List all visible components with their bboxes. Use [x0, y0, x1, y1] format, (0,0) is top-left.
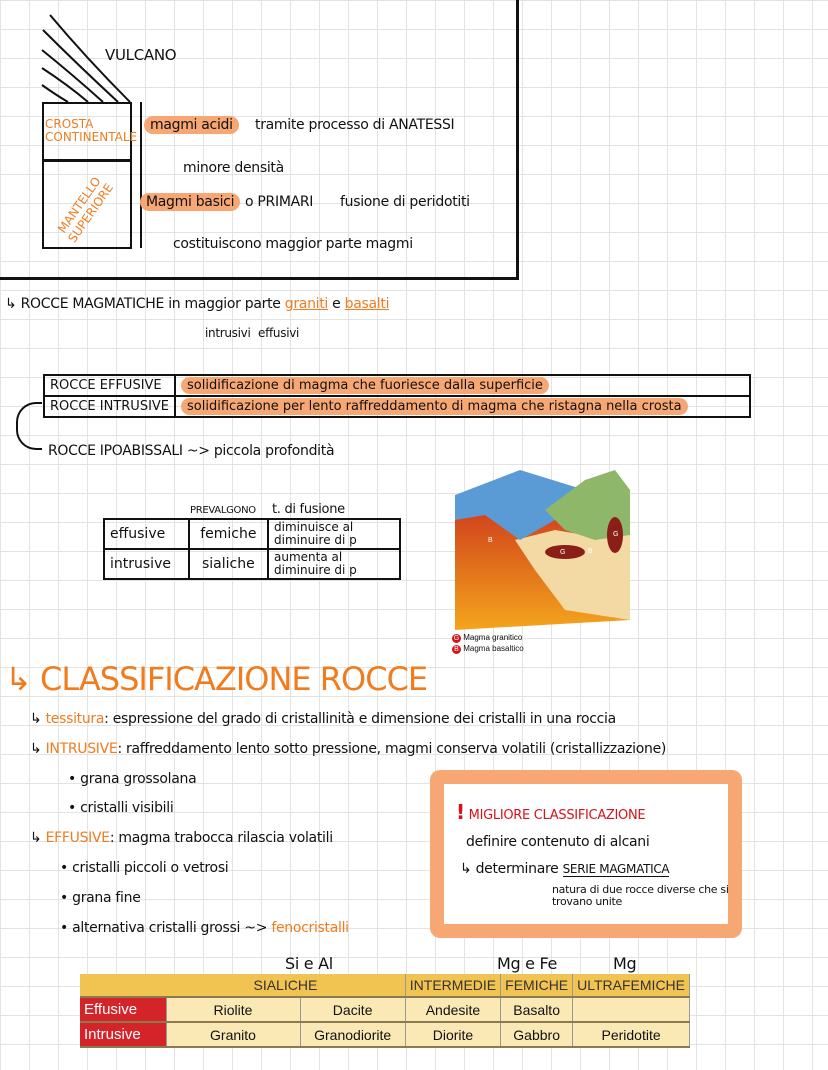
- row-label: Effusive: [80, 997, 166, 1022]
- def-cell: [175, 396, 750, 417]
- acid-note: tramite processo di ANATESSI: [255, 117, 455, 133]
- texture-line: ↳ tessitura: espressione del grado di cristallinità e dimensione dei cristalli in una roccia: [30, 711, 616, 727]
- cell: Peridotite: [573, 1022, 690, 1047]
- cell: femiche: [189, 519, 268, 549]
- table-row: [80, 1022, 690, 1047]
- header-row: [80, 974, 690, 997]
- header-cell: INTERMEDIE: [405, 974, 500, 997]
- cell: [573, 997, 690, 1022]
- keyword: INTRUSIVE: [45, 741, 118, 757]
- section-title: ↳ CLASSIFICAZIONE ROCCE: [5, 660, 428, 698]
- bullet-text: alternativa cristalli grossi ~>: [72, 920, 268, 936]
- def-cell: [175, 375, 750, 396]
- bullet: • cristalli visibili: [68, 800, 174, 816]
- magmatic-line: ↳ ROCCE MAGMATICHE in maggior parte graniti e basalti: [5, 296, 390, 312]
- row-label: Intrusive: [80, 1022, 166, 1047]
- table-row: [44, 375, 750, 396]
- def-label: ROCCE EFFUSIVE: [44, 375, 175, 396]
- callout-title-text: MIGLIORE CLASSIFICAZIONE: [468, 808, 646, 823]
- definition: : espressione del grado di cristallinità e dimensione dei cristalli in una roccia: [104, 711, 616, 727]
- basic-note: fusione di peridotiti: [340, 194, 470, 210]
- cell: Basalto: [501, 997, 573, 1022]
- corner: [80, 974, 166, 997]
- col-header: PREVALGONO: [190, 505, 256, 516]
- legend: [452, 632, 524, 654]
- callout-text: determinare: [475, 861, 559, 877]
- legend-item: [452, 643, 524, 654]
- cell: Granodiorite: [300, 1022, 405, 1047]
- basic-magma-label: Magmi basici: [140, 193, 240, 211]
- def-text: solidificazione per lento raffreddamento di magma che ristagna nella crosta: [181, 398, 688, 415]
- bullet-text: grana grossolana: [80, 771, 197, 787]
- cell: intrusive: [104, 549, 189, 579]
- element-label: Mg e Fe: [497, 954, 558, 973]
- def-label: ROCCE INTRUSIVE: [44, 396, 175, 417]
- table-row: [44, 396, 750, 417]
- keyword: EFFUSIVE: [45, 830, 110, 846]
- cell: diminuisce al diminuire di p: [268, 519, 400, 549]
- callout-box: [430, 770, 742, 938]
- legend-item: [452, 632, 524, 643]
- cell: aumenta al diminuire di p: [268, 549, 400, 579]
- table-row: [104, 519, 400, 549]
- element-label: Mg: [613, 954, 637, 973]
- callout-line: ↳ determinare SERIE MAGMATICA: [460, 861, 670, 877]
- fig-label: G: [613, 531, 619, 538]
- acid-magma: [144, 117, 239, 133]
- table-row: [104, 549, 400, 579]
- fig-label: G: [560, 549, 566, 556]
- bullet-text: cristalli piccoli o vetrosi: [72, 860, 229, 876]
- volcano-label: VULCANO: [105, 46, 177, 64]
- cell: Riolite: [166, 997, 300, 1022]
- effusive-line: ↳ EFFUSIVE: magma trabocca rilascia volatili: [30, 830, 333, 846]
- callout-line: definire contenuto di alcani: [466, 834, 650, 850]
- basic-magma: [140, 194, 240, 210]
- magma-series: SERIE MAGMATICA: [562, 862, 670, 876]
- bullet: • alternativa cristalli grossi ~> fenocristalli: [60, 920, 349, 936]
- granites: graniti: [284, 296, 329, 312]
- bullet: • grana fine: [60, 890, 141, 906]
- cell: Granito: [166, 1022, 300, 1047]
- and: e: [332, 296, 341, 312]
- element-label: Si e Al: [285, 954, 333, 973]
- basalts: basalti: [344, 296, 390, 312]
- table-row: [80, 997, 690, 1022]
- definitions-table: [43, 374, 751, 418]
- header-cell: ULTRAFEMICHE: [573, 974, 690, 997]
- intrusive-line: ↳ INTRUSIVE: raffreddamento lento sotto pressione, magmi conserva volatili (cristallizzazione): [30, 741, 667, 757]
- callout-title: [456, 800, 645, 824]
- keyword: tessitura: [45, 711, 105, 727]
- mantle-label: MANTELLO SUPERIORE: [54, 174, 117, 246]
- callout-note: natura di due rocce diverse che si trovano unite: [552, 883, 729, 908]
- effusive-label: effusivi: [258, 326, 300, 340]
- legend-text: Magma granitico: [463, 633, 523, 642]
- title-text: CLASSIFICAZIONE ROCCE: [39, 660, 428, 698]
- header-cell: FEMICHE: [501, 974, 573, 997]
- legend-text: Magma basaltico: [463, 644, 524, 653]
- magma-illustration: [445, 460, 635, 630]
- rock-classification-table: [80, 974, 690, 1048]
- header-cell: SIALICHE: [166, 974, 405, 997]
- magmatic-text: ROCCE MAGMATICHE in maggior parte: [20, 296, 281, 312]
- cell: Diorite: [405, 1022, 500, 1047]
- curved-arrow: [16, 402, 42, 450]
- melting-table: [103, 518, 401, 580]
- def-text: solidificazione di magma che fuoriesce dalla superficie: [181, 377, 549, 394]
- bullet: • cristalli piccoli o vetrosi: [60, 860, 229, 876]
- density-note: minore densità: [183, 160, 284, 176]
- depth-arrow: [140, 102, 142, 248]
- fig-label: B: [588, 548, 593, 555]
- majority-note: costituiscono maggior parte magmi: [173, 236, 413, 252]
- bullet-text: cristalli visibili: [80, 800, 174, 816]
- bullet: • grana grossolana: [68, 771, 197, 787]
- hypabyssal-note: ROCCE IPOABISSALI ~> piccola profondità: [48, 443, 335, 459]
- cell: Andesite: [405, 997, 500, 1022]
- phenocrysts: fenocristalli: [271, 920, 349, 936]
- bullet-text: grana fine: [72, 890, 141, 906]
- cell: Gabbro: [501, 1022, 573, 1047]
- cell: effusive: [104, 519, 189, 549]
- fig-label: B: [488, 537, 493, 544]
- cell: sialiche: [189, 549, 268, 579]
- legend-badge: B: [452, 645, 461, 654]
- warning-icon: !: [456, 800, 465, 824]
- col-header: t. di fusione: [272, 502, 345, 517]
- cell: Dacite: [300, 997, 405, 1022]
- crust-label: CROSTA CONTINENTALE: [45, 117, 138, 145]
- definition: : magma trabocca rilascia volatili: [109, 830, 333, 846]
- definition: : raffreddamento lento sotto pressione, magmi conserva volatili (cristallizzazione): [117, 741, 667, 757]
- intrusive-label: intrusivi: [205, 326, 251, 340]
- primary-label: o PRIMARI: [245, 194, 314, 210]
- acid-magma-label: magmi acidi: [144, 116, 239, 134]
- legend-badge: G: [453, 635, 460, 642]
